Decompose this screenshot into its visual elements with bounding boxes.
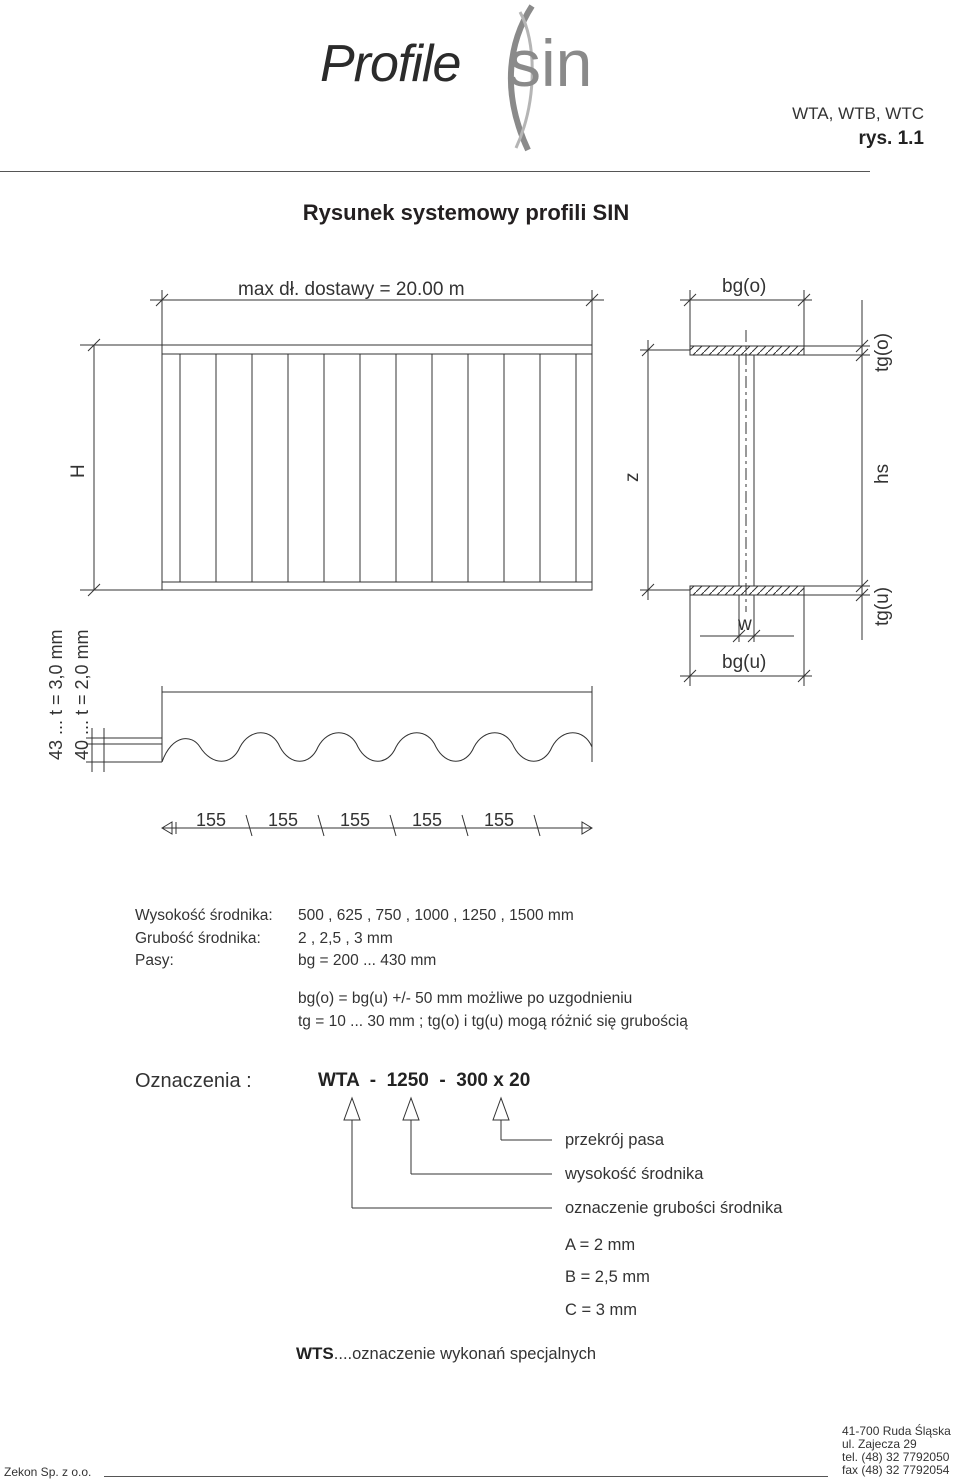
footer-rule — [104, 1476, 828, 1477]
legend-web-thickness: oznaczenie grubości środnika — [565, 1199, 783, 1217]
logo-mark: sin — [508, 26, 593, 100]
web-thickness-label: Grubość środnika: — [135, 930, 261, 947]
address-line: ul. Zajecza 29 — [842, 1437, 917, 1451]
page-title: Rysunek systemowy profili SIN — [302, 200, 630, 225]
thickness-3-label: 43 ... t = 3,0 mm — [46, 629, 66, 760]
corrugation-profile — [162, 733, 592, 762]
special-text: ....oznaczenie wykonań specjalnych — [333, 1345, 597, 1363]
web-height-value: 500 , 625 , 750 , 1000 , 1250 , 1500 mm — [298, 907, 574, 924]
top-flange-section — [690, 346, 804, 355]
web-height-label: Wysokość środnika: — [135, 907, 273, 924]
address-line: fax (48) 32 7792054 — [842, 1463, 950, 1477]
designation-leaders — [0, 1090, 960, 1230]
flange-thickness-note: tg = 10 ... 30 mm ; tg(o) i tg(u) mogą różnić się grubością — [298, 1013, 688, 1030]
tg-bottom-label: tg(u) — [872, 586, 893, 626]
address-line: tel. (48) 32 7792050 — [842, 1450, 950, 1464]
flange-width-note: bg(o) = bg(u) +/- 50 mm możliwe po uzgodnieniu — [298, 990, 633, 1007]
girder-side-view — [162, 345, 592, 590]
max-length-label: max dł. dostawy = 20.00 m — [238, 279, 465, 300]
hs-label: hs — [872, 463, 893, 484]
z-label: z — [622, 472, 643, 482]
height-label: H — [68, 464, 89, 478]
legend-thickness-c: C = 3 mm — [565, 1301, 637, 1319]
pitch-label-3: 155 — [340, 810, 371, 830]
bg-bottom-label: bg(u) — [722, 652, 767, 673]
pitch-label-2: 155 — [268, 810, 299, 830]
bottom-flange-section — [690, 586, 804, 595]
legend-web-height: wysokość środnika — [565, 1165, 704, 1183]
tg-top-label: tg(o) — [872, 332, 893, 372]
w-label: w — [738, 614, 752, 635]
logo-wordmark: Profile — [320, 35, 461, 93]
flanges-value: bg = 200 ... 430 mm — [298, 952, 437, 969]
company-address — [842, 1425, 956, 1477]
figure-number: rys. 1.1 — [858, 128, 924, 149]
address-line: 41-700 Ruda Śląska — [842, 1424, 951, 1438]
document-code: WTA, WTB, WTC — [792, 104, 924, 123]
legend-thickness-a: A = 2 mm — [565, 1236, 636, 1254]
designation-code: WTA - 1250 - 300 x 20 — [318, 1070, 531, 1091]
thickness-2-label: 40 ... t = 2,0 mm — [72, 629, 92, 760]
legend-thickness-b: B = 2,5 mm — [565, 1268, 650, 1286]
bg-top-label: bg(o) — [722, 276, 767, 297]
special-designation — [296, 1344, 596, 1364]
company-name: Zekon Sp. z o.o. — [4, 1465, 92, 1479]
web-thickness-value: 2 , 2,5 , 3 mm — [298, 930, 393, 947]
designation-label: Oznaczenia : — [135, 1070, 252, 1092]
legend-flange-section: przekrój pasa — [565, 1131, 665, 1149]
pitch-label-4: 155 — [412, 810, 443, 830]
pitch-label-5: 155 — [484, 810, 515, 830]
pitch-label-1: 155 — [196, 810, 227, 830]
special-code: WTS — [296, 1344, 334, 1363]
flanges-label: Pasy: — [135, 952, 174, 969]
